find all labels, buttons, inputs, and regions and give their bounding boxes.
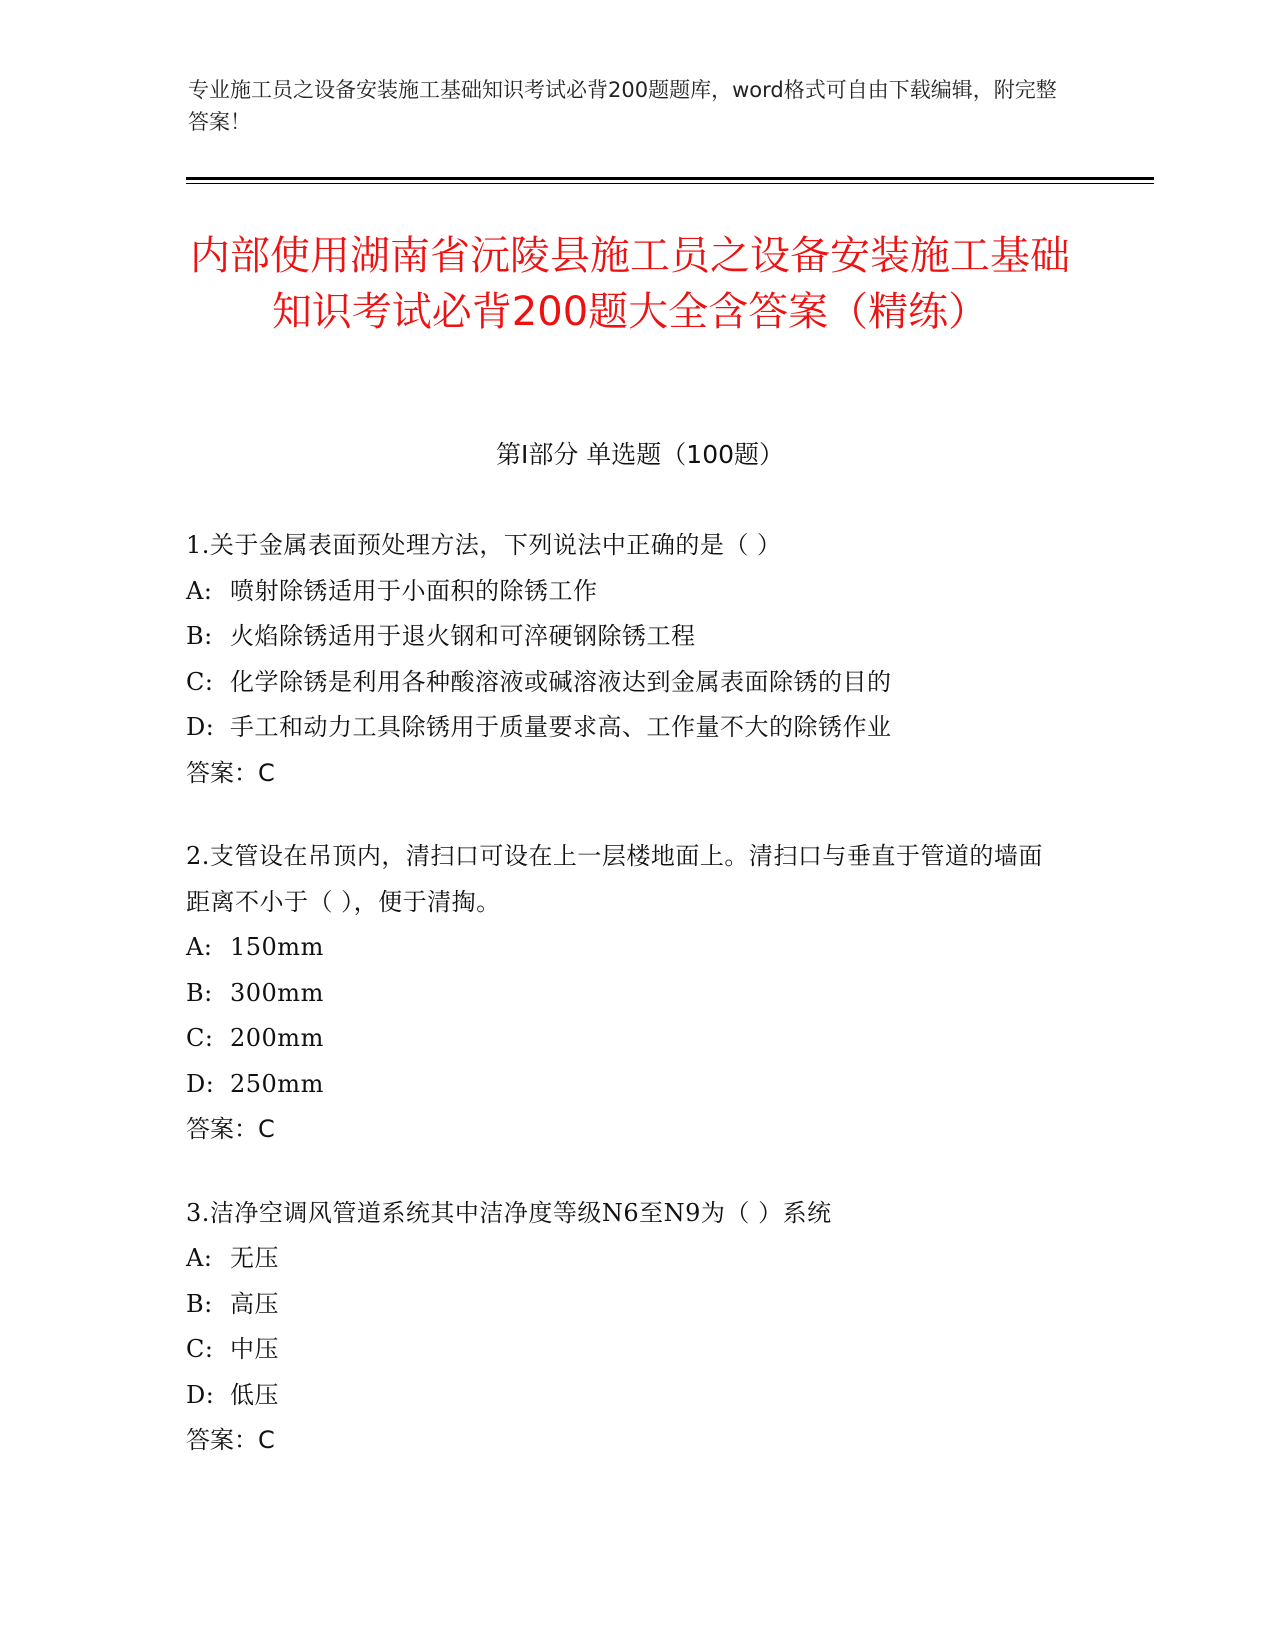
option-a bbox=[186, 569, 1086, 615]
answer-line: 答案：C bbox=[186, 1426, 275, 1454]
option-letter: C: bbox=[186, 1024, 214, 1052]
option-letter: C: bbox=[186, 667, 214, 696]
option-letter: B: bbox=[186, 1289, 213, 1318]
question-stem: 3.洁净空调风管道系统其中洁净度等级N6至N9为（ ）系统 bbox=[186, 1198, 832, 1227]
option-text: 低压 bbox=[230, 1380, 279, 1409]
question-1 bbox=[186, 523, 1086, 796]
question-stem: 2.支管设在吊顶内，清扫口可设在上一层楼地面上。清扫口与垂直于管道的墙面距离不小于（ ），便于清掏。 bbox=[186, 842, 1043, 916]
option-b bbox=[186, 614, 1086, 660]
option-d bbox=[186, 705, 1086, 751]
option-text: 250mm bbox=[230, 1069, 324, 1098]
option-letter: D: bbox=[186, 713, 215, 741]
option-text: 无压 bbox=[230, 1244, 279, 1272]
option-c bbox=[186, 1016, 1086, 1062]
section-heading: 第Ⅰ部分 单选题（100题） bbox=[495, 440, 785, 469]
question-3 bbox=[186, 1191, 1086, 1464]
answer-line: 答案：C bbox=[186, 1115, 275, 1143]
option-text: 150mm bbox=[230, 933, 324, 961]
option-d bbox=[186, 1373, 1086, 1419]
option-c bbox=[186, 660, 1086, 706]
option-a bbox=[186, 1236, 1086, 1282]
option-letter: D: bbox=[186, 1069, 215, 1098]
option-b bbox=[186, 971, 1086, 1017]
option-letter: A: bbox=[186, 1244, 213, 1272]
header-divider-thick bbox=[186, 177, 1154, 180]
option-letter: B: bbox=[186, 622, 213, 650]
option-d bbox=[186, 1062, 1086, 1108]
option-letter: C: bbox=[186, 1335, 214, 1363]
option-c bbox=[186, 1327, 1086, 1373]
option-letter: A: bbox=[186, 933, 213, 961]
question-2 bbox=[186, 834, 1086, 1153]
question-stem: 1.关于金属表面预处理方法，下列说法中正确的是（ ） bbox=[186, 531, 782, 559]
option-text: 300mm bbox=[230, 978, 324, 1007]
option-text: 火焰除锈适用于退火钢和可淬硬钢除锈工程 bbox=[230, 622, 696, 650]
option-text: 化学除锈是利用各种酸溶液或碱溶液达到金属表面除锈的目的 bbox=[230, 667, 892, 696]
answer-line: 答案：C bbox=[186, 758, 275, 787]
option-text: 手工和动力工具除锈用于质量要求高、工作量不大的除锈作业 bbox=[230, 713, 892, 741]
option-letter: A: bbox=[186, 576, 213, 605]
header-note: 专业施工员之设备安装施工基础知识考试必背200题题库，word格式可自由下载编辑，附完整答案！ bbox=[188, 78, 1057, 134]
question-list bbox=[186, 523, 1086, 1502]
option-text: 中压 bbox=[230, 1335, 279, 1363]
option-a bbox=[186, 925, 1086, 971]
option-b bbox=[186, 1282, 1086, 1328]
option-text: 喷射除锈适用于小面积的除锈工作 bbox=[230, 576, 598, 605]
header-divider-thin bbox=[186, 183, 1154, 184]
option-text: 高压 bbox=[230, 1289, 279, 1318]
option-text: 200mm bbox=[230, 1024, 324, 1052]
document-title: 内部使用湖南省沅陵县施工员之设备安装施工基础知识考试必背200题大全含答案（精练） bbox=[190, 233, 1070, 335]
option-letter: D: bbox=[186, 1380, 215, 1409]
option-letter: B: bbox=[186, 978, 213, 1007]
